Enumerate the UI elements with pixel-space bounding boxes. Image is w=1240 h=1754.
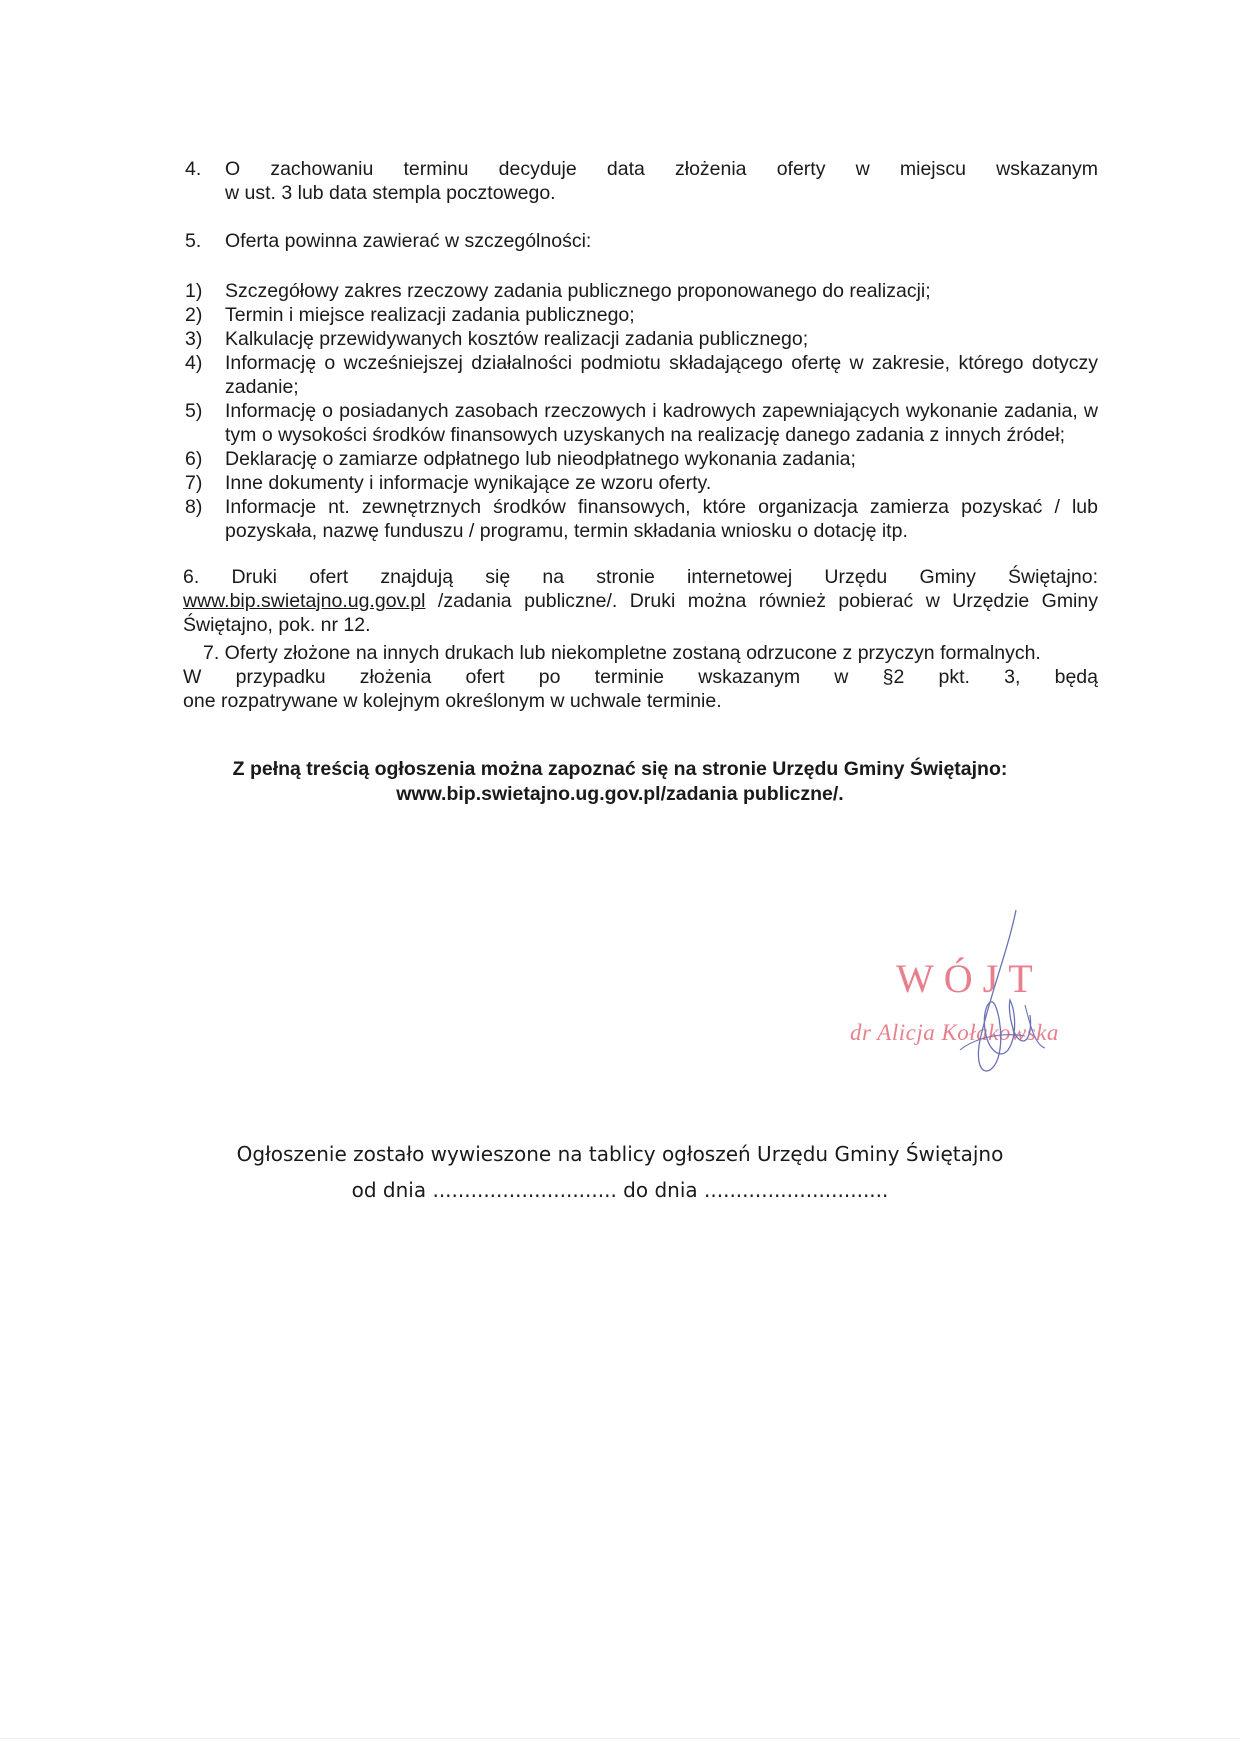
section-item-6 — [183, 565, 1098, 637]
list-item-text: Szczegółowy zakres rzeczowy zadania publicznego proponowanego do realizacji; — [225, 280, 931, 302]
stamp-name: dr Alicja Kołakowska — [850, 1020, 1059, 1045]
stamp-title: WÓJT — [896, 956, 1043, 1001]
page-bottom-edge — [0, 1738, 1240, 1739]
list-item-text: Termin i miejsce realizacji zadania publicznego; — [225, 304, 635, 326]
list-item — [183, 495, 1098, 543]
posting-note-line-1: Ogłoszenie zostało wywieszone na tablicy ogłoszeń Urzędu Gminy Świętajno — [236, 1142, 1004, 1166]
list-item-number: 5) — [185, 400, 203, 422]
para-7-line-2: W przypadku złożenia ofert po terminie wskazanym w §2 pkt. 3, będą — [183, 666, 1098, 688]
handwritten-signature — [840, 910, 1120, 1090]
list-item-number: 6) — [185, 448, 203, 470]
full-notice-info — [150, 757, 1090, 807]
list-item-text: Inne dokumenty i informacje wynikające ze wzoru oferty. — [225, 472, 712, 494]
section-item-4 — [183, 157, 1098, 205]
list-item — [183, 399, 1098, 447]
section-item-5 — [183, 229, 1098, 253]
list-item — [183, 351, 1098, 399]
list-item-number: 8) — [185, 496, 203, 518]
list-item — [183, 279, 1098, 303]
section-item-7 — [183, 641, 1098, 713]
list-item — [183, 447, 1098, 471]
official-stamp — [840, 910, 1120, 1090]
bip-link[interactable]: www.bip.swietajno.ug.gov.pl — [183, 590, 426, 612]
item-number: 5. — [185, 230, 202, 252]
list-item-text: Informacje nt. zewnętrznych środków finansowych, które organizacja zamierza pozyskać / lub pozyskała, nazwę funduszu / programu, termin składania wniosku o dotację itp. — [225, 496, 1098, 542]
para-6-lead: 6. Druki ofert znajdują się na stronie internetowej Urzędu Gminy Świętajno: — [183, 566, 1098, 588]
list-item-number: 7) — [185, 472, 203, 494]
item-number: 4. — [185, 158, 202, 180]
item-4-line-1: O zachowaniu terminu decyduje data złożenia oferty w miejscu wskazanym — [225, 158, 1098, 180]
list-item-text: Kalkulację przewidywanych kosztów realizacji zadania publicznego; — [225, 328, 809, 350]
para-7-line-1: 7. Oferty złożone na innych drukach lub niekompletne zostaną odrzucone z przyczyn formalnych. — [203, 642, 1041, 664]
list-item-number: 3) — [185, 328, 203, 350]
item-5-text: Oferta powinna zawierać w szczególności: — [225, 230, 592, 252]
list-item-number: 1) — [185, 280, 203, 302]
para-7-line-3: one rozpatrywane w kolejnym określonym w uchwale terminie. — [183, 690, 722, 712]
offer-contents-list — [183, 279, 1098, 543]
posting-note-line-2: od dnia ............................. do dnia ............................. — [351, 1178, 889, 1202]
item-4-line-2: w ust. 3 lub data stempla pocztowego. — [225, 182, 556, 204]
list-item-text: Deklarację o zamiarze odpłatnego lub nieodpłatnego wykonania zadania; — [225, 448, 856, 470]
para-6-rest: /zadania publiczne/. Druki można również pobierać w Urzędzie Gminy Świętajno, pok. nr 12. — [183, 590, 1098, 636]
list-item-number: 4) — [185, 352, 203, 374]
para-6-body — [183, 589, 1098, 637]
list-item-text: Informację o posiadanych zasobach rzeczowych i kadrowych zapewniających wykonanie zadania, w tym o wysokości środków finansowych uzyskanych na realizację danego zadania z innych źródeł; — [225, 400, 1098, 446]
posting-note — [150, 1136, 1090, 1208]
list-item — [183, 471, 1098, 495]
list-item — [183, 327, 1098, 351]
notice-line-1: Z pełną treścią ogłoszenia można zapoznać się na stronie Urzędu Gminy Świętajno: — [232, 758, 1008, 780]
notice-line-2: www.bip.swietajno.ug.gov.pl/zadania publiczne/. — [396, 783, 844, 805]
list-item — [183, 303, 1098, 327]
list-item-number: 2) — [185, 304, 203, 326]
list-item-text: Informację o wcześniejszej działalności podmiotu składającego ofertę w zakresie, którego dotyczy zadanie; — [225, 352, 1098, 398]
